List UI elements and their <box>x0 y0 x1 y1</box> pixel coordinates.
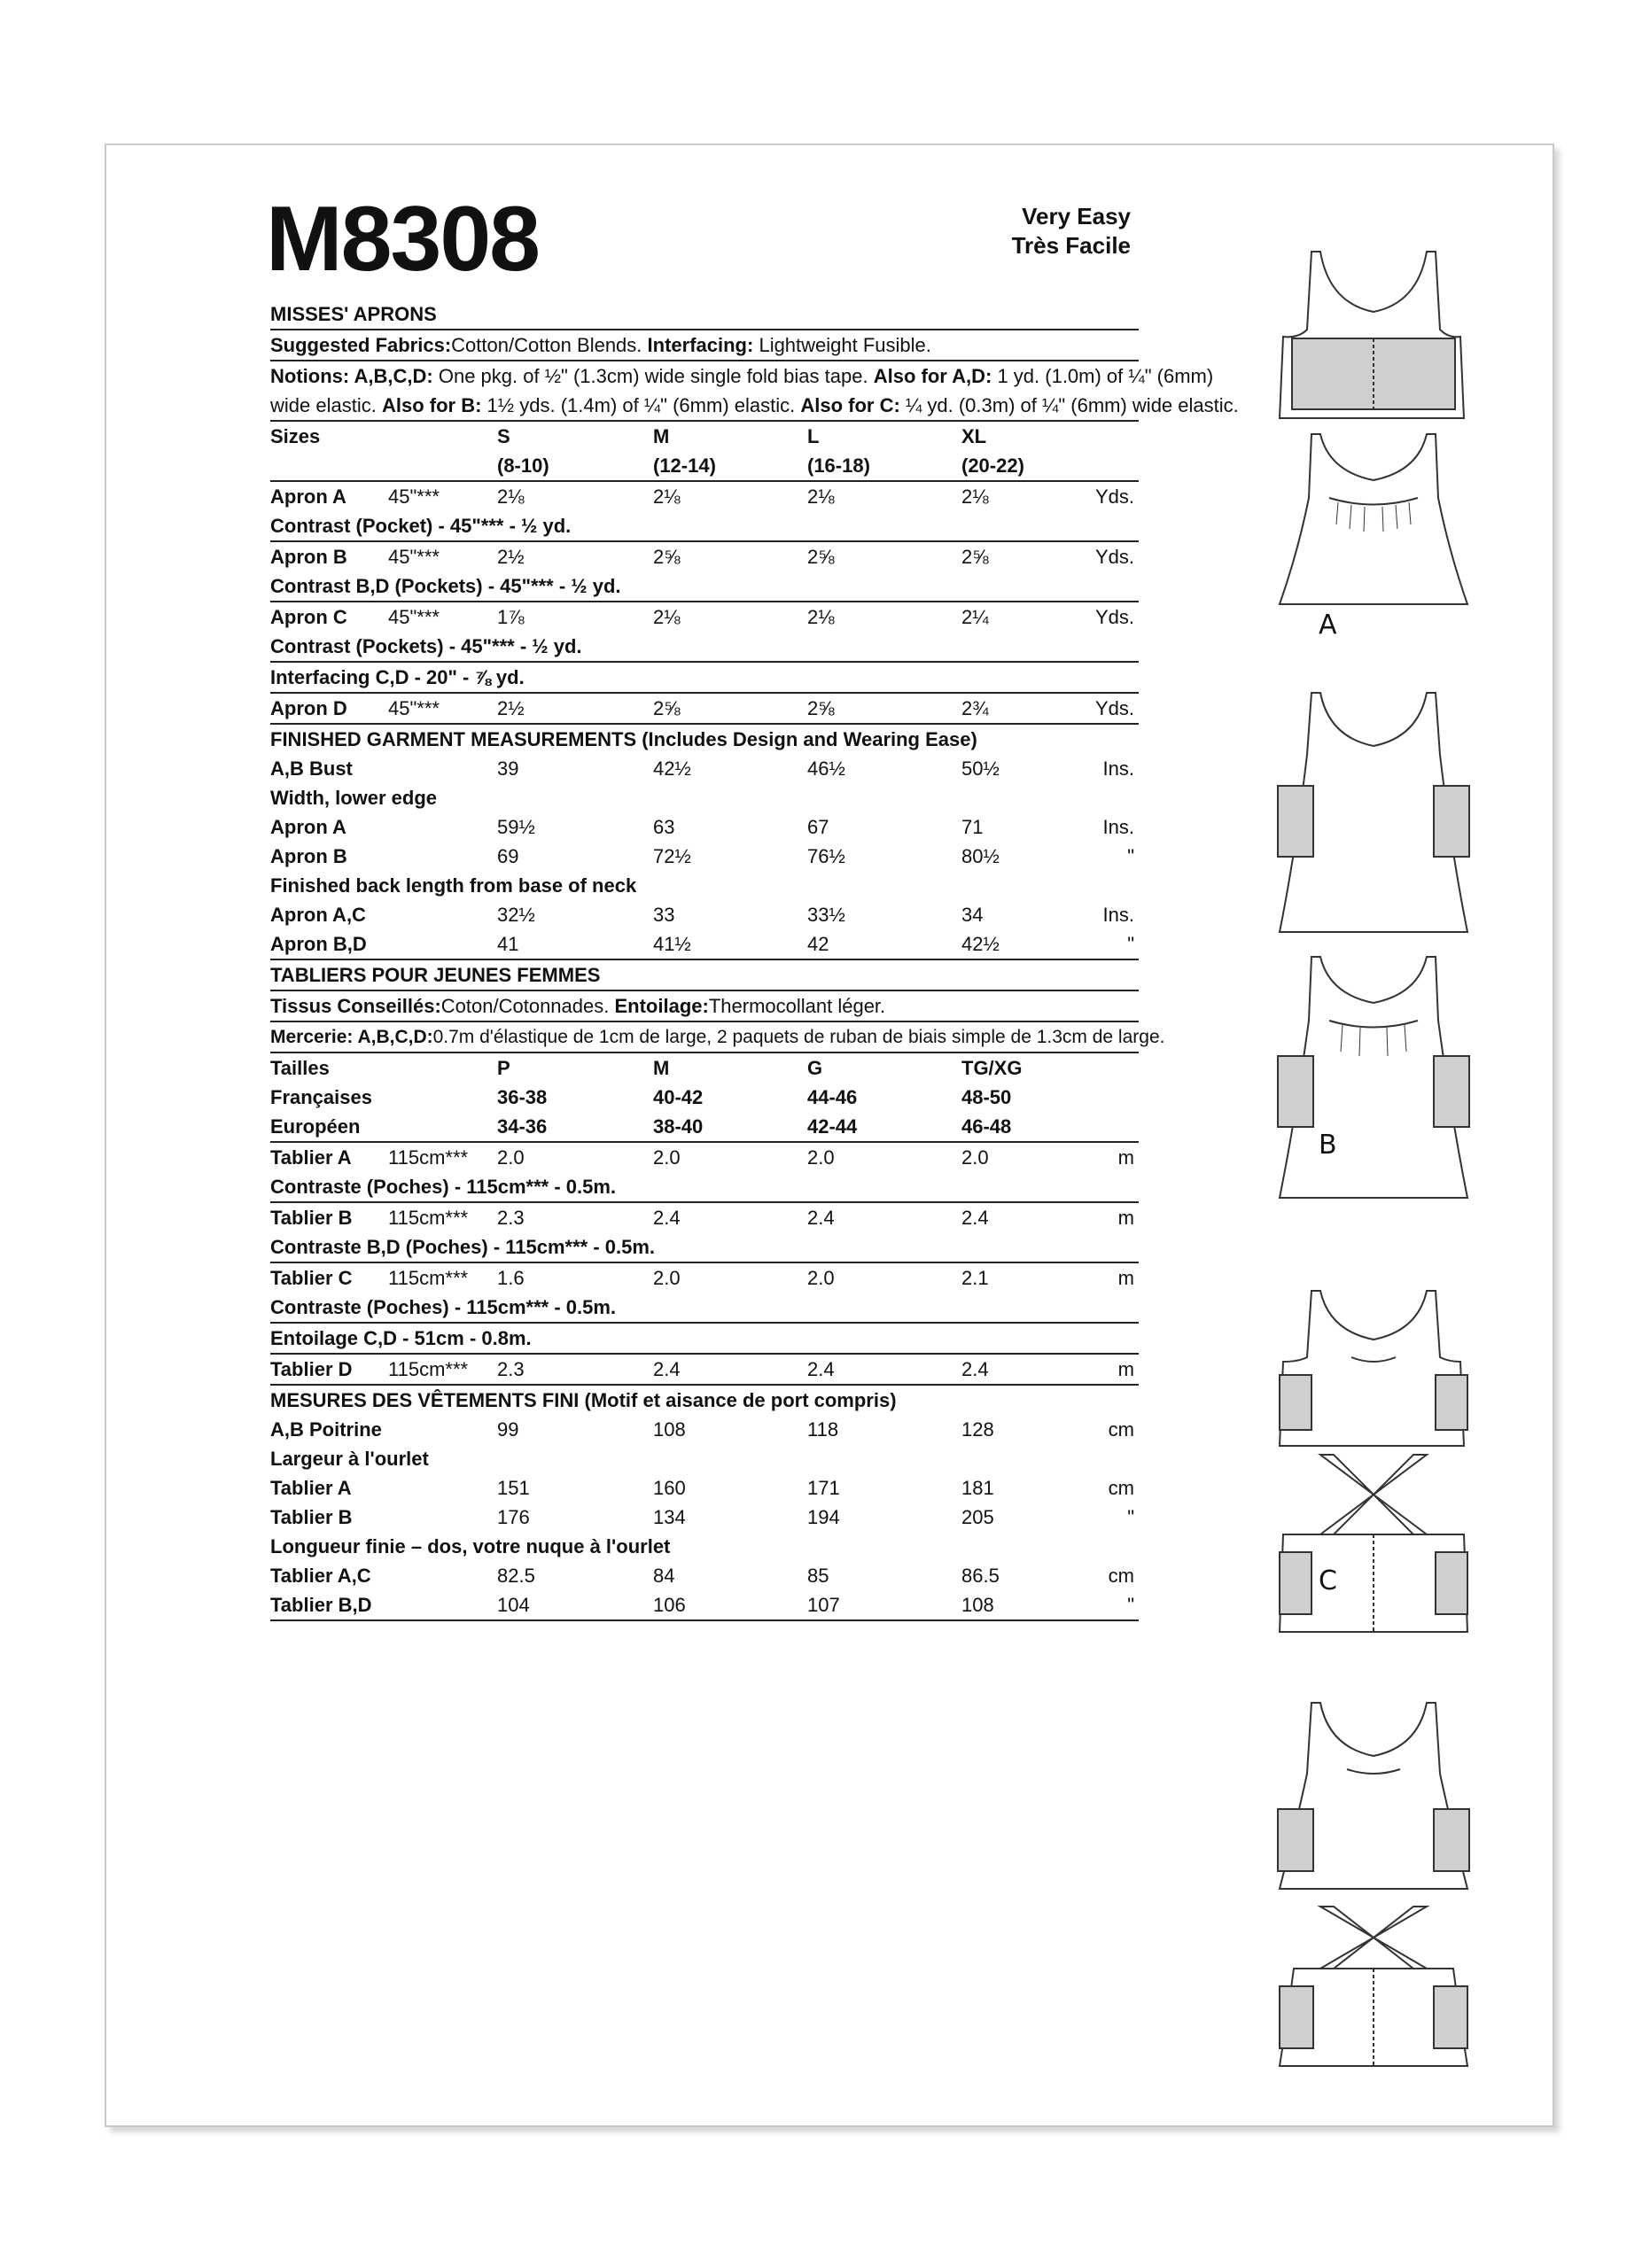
yardage-fr-note: Contraste (Poches) - 115cm*** - 0.5m. <box>270 1176 617 1198</box>
yardage-fr-note: Contraste (Poches) - 115cm*** - 0.5m. <box>270 1296 617 1318</box>
finished-fr-m: 84 <box>653 1565 675 1587</box>
notions-en-b-label: Also for B: <box>381 394 482 416</box>
finished-en-row <box>270 812 1139 842</box>
fr-size-1: 36-38 <box>497 1086 548 1108</box>
yardage-en-name: Apron C <box>270 606 347 628</box>
yardage-en-m: 2⅛ <box>653 485 681 508</box>
finished-en-l: 46½ <box>807 757 845 780</box>
size-fr-m: M <box>653 1057 670 1079</box>
finished-fr-name: Tablier B <box>270 1506 353 1528</box>
finished-fr-name: Tablier B,D <box>270 1594 372 1616</box>
yardage-fr-m: 2.4 <box>653 1207 681 1229</box>
sizes-europeen-row <box>270 1112 1139 1143</box>
yardage-fr-l: 2.4 <box>807 1358 835 1380</box>
yardage-en-xl: 2¼ <box>961 606 989 628</box>
sizes-en-row <box>270 422 1139 451</box>
finished-fr-row <box>270 1503 1139 1532</box>
finished-en-name: Width, lower edge <box>270 787 438 809</box>
apron-d-front <box>1278 1703 1469 1889</box>
finished-fr-m: 134 <box>653 1506 686 1528</box>
yardage-fr-unit: m <box>1117 1207 1134 1229</box>
eu-size-1: 34-36 <box>497 1115 548 1138</box>
view-letter-a: A <box>1319 610 1337 641</box>
yardage-fr-row <box>270 1324 1139 1355</box>
finished-fr-name: Tablier A,C <box>270 1565 371 1587</box>
finished-fr-m: 108 <box>653 1418 686 1441</box>
yardage-en-unit: Yds. <box>1094 546 1134 568</box>
finished-fr-unit: " <box>1127 1506 1134 1528</box>
yardage-en-note: Contrast (Pocket) - 45"*** - ½ yd. <box>270 515 572 537</box>
finished-fr-name: Tablier A <box>270 1477 352 1499</box>
finished-en-l: 67 <box>807 816 829 838</box>
yardage-fr-xl: 2.0 <box>961 1146 989 1169</box>
finished-fr-unit: cm <box>1108 1477 1134 1499</box>
yardage-en-width: 45"*** <box>388 697 440 719</box>
apron-b-front <box>1278 693 1469 932</box>
notions-en-ad: 1 yd. (1.0m) of ¼" (6mm) <box>997 365 1214 387</box>
finished-fr-row <box>270 1561 1139 1590</box>
finished-en-row <box>270 929 1139 960</box>
yardage-fr-xl: 2.1 <box>961 1267 989 1289</box>
finished-fr-s: 99 <box>497 1418 519 1441</box>
yardage-fr-m: 2.0 <box>653 1146 681 1169</box>
finished-fr-s: 176 <box>497 1506 530 1528</box>
sizes-en-label: Sizes <box>270 425 321 447</box>
finished-en-s: 41 <box>497 933 519 955</box>
section-title-en <box>270 299 1139 330</box>
finished-en-l: 76½ <box>807 845 845 867</box>
fr-size-4: 48-50 <box>961 1086 1012 1108</box>
yardage-fr-note-row <box>270 1293 1139 1324</box>
yardage-en-unit: Yds. <box>1094 485 1134 508</box>
finished-fr-row <box>270 1444 1139 1473</box>
yardage-en-row <box>270 663 1139 694</box>
yardage-en-m: 2⅝ <box>653 697 681 719</box>
finished-en-unit: Ins. <box>1102 816 1134 838</box>
finished-en-unit: " <box>1127 933 1134 955</box>
finished-en-m: 42½ <box>653 757 691 780</box>
yardage-en-name: Apron D <box>270 697 347 719</box>
finished-en-s: 69 <box>497 845 519 867</box>
yardage-fr-row <box>270 1263 1139 1293</box>
eu-size-2: 38-40 <box>653 1115 704 1138</box>
apron-d-back <box>1280 1907 1467 2066</box>
yardage-fr-unit: m <box>1117 1267 1134 1289</box>
yardage-en-width: 45"*** <box>388 606 440 628</box>
finished-en-rows <box>270 754 1139 960</box>
yardage-fr-width: 115cm*** <box>388 1207 469 1229</box>
finished-en-name: A,B Bust <box>270 757 353 780</box>
finished-en-m: 41½ <box>653 933 691 955</box>
yardage-fr-s: 1.6 <box>497 1267 525 1289</box>
finished-en-xl: 80½ <box>961 845 1000 867</box>
fabrics-fr <box>270 991 885 1021</box>
francaises-label: Françaises <box>270 1086 372 1108</box>
finished-en-unit: Ins. <box>1102 757 1134 780</box>
finished-fr-row <box>270 1590 1139 1621</box>
yardage-en-row <box>270 542 1139 571</box>
finished-fr-l: 118 <box>807 1418 839 1441</box>
yardage-en-note-row <box>270 571 1139 602</box>
yardage-fr <box>270 1143 1139 1386</box>
interfacing-fr-label: Entoilage: <box>614 995 709 1017</box>
eu-size-4: 46-48 <box>961 1115 1012 1138</box>
yardage-fr-l: 2.0 <box>807 1267 835 1289</box>
finished-en-row <box>270 783 1139 812</box>
finished-en-s: 32½ <box>497 904 535 926</box>
finished-en-name: Apron A,C <box>270 904 366 926</box>
finished-fr-unit: cm <box>1108 1418 1134 1441</box>
yardage-en-width: 45"*** <box>388 485 440 508</box>
pattern-number: M8308 <box>266 188 539 291</box>
apron-a-gathered <box>1280 434 1467 604</box>
notions-fr <box>270 1022 1164 1052</box>
interfacing-fr-text: Thermocollant léger. <box>708 995 886 1017</box>
yardage-fr-width: 115cm*** <box>388 1358 469 1380</box>
yardage-fr-s: 2.0 <box>497 1146 525 1169</box>
apron-c-back <box>1280 1455 1467 1632</box>
yardage-fr-row <box>270 1203 1139 1232</box>
yardage-en-unit: Yds. <box>1094 697 1134 719</box>
europeen-label: Européen <box>270 1115 361 1138</box>
finished-en-row <box>270 842 1139 871</box>
finished-en-xl: 34 <box>961 904 984 926</box>
fabrics-fr-text: Coton/Cotonnades. <box>440 995 610 1017</box>
notions-fr-text: 0.7m d'élastique de 1cm de large, 2 paquets de ruban de biais simple de 1.3cm de large. <box>432 1027 1165 1047</box>
yardage-en-m: 2⅝ <box>653 546 681 568</box>
apron-b-gathered <box>1278 957 1469 1198</box>
size-g: G <box>807 1057 823 1079</box>
size-m-range: (12-14) <box>653 454 716 477</box>
finished-fr-s: 151 <box>497 1477 530 1499</box>
fabrics-en-text: Cotton/Cotton Blends. <box>451 334 642 356</box>
yardage-en-note-row <box>270 511 1139 542</box>
yardage-en-note-row <box>270 632 1139 663</box>
interfacing-en-text: Lightweight Fusible. <box>759 334 931 356</box>
yardage-en-xl: 2¾ <box>961 697 989 719</box>
notions-en-label: Notions: A,B,C,D: <box>270 365 433 387</box>
yardage-fr-l: 2.0 <box>807 1146 835 1169</box>
sizes-en-range-row <box>270 451 1139 482</box>
finished-en-name: Apron B,D <box>270 933 367 955</box>
finished-fr-xl: 128 <box>961 1418 994 1441</box>
finished-fr-l: 85 <box>807 1565 829 1587</box>
finished-en-xl: 71 <box>961 816 984 838</box>
yardage-fr-xl: 2.4 <box>961 1358 989 1380</box>
fabrics-en-label: Suggested Fabrics: <box>270 334 452 356</box>
sizes-fr-row <box>270 1053 1139 1083</box>
title-en: MISSES' APRONS <box>270 303 437 325</box>
yardage-en-s: 2½ <box>497 697 525 719</box>
fr-size-2: 40-42 <box>653 1086 704 1108</box>
size-p: P <box>497 1057 510 1079</box>
finished-en-name: Apron B <box>270 845 347 867</box>
finished-fr-xl: 86.5 <box>961 1565 1000 1587</box>
yardage-en-name: Apron B <box>270 546 347 568</box>
yardage-en-row <box>270 694 1139 725</box>
yardage-fr-width: 115cm*** <box>388 1146 469 1169</box>
yardage-fr-note: Contraste B,D (Poches) - 115cm*** - 0.5m. <box>270 1236 656 1258</box>
size-l-range: (16-18) <box>807 454 870 477</box>
yardage-fr-m: 2.0 <box>653 1267 681 1289</box>
finished-fr-xl: 181 <box>961 1477 994 1499</box>
size-tgxg: TG/XG <box>961 1057 1023 1079</box>
finished-en-heading <box>270 725 1139 754</box>
yardage-en-l: 2⅝ <box>807 546 835 568</box>
size-s-range: (8-10) <box>497 454 549 477</box>
finished-fr-heading <box>270 1386 1139 1415</box>
view-letter-c: C <box>1319 1565 1337 1596</box>
yardage-fr-unit: m <box>1117 1146 1134 1169</box>
section-title-fr <box>270 960 1139 991</box>
finished-en-name: Apron A <box>270 816 346 838</box>
finished-fr-row <box>270 1532 1139 1561</box>
finished-fr-name: Largeur à l'ourlet <box>270 1448 429 1470</box>
difficulty-fr: Très Facile <box>1011 232 1131 259</box>
finished-fr-l: 107 <box>807 1594 840 1616</box>
notions-en <box>270 361 1239 420</box>
yardage-en <box>270 482 1139 725</box>
yardage-en-s: 2½ <box>497 546 525 568</box>
finished-fr-row <box>270 1473 1139 1503</box>
finished-fr-xl: 205 <box>961 1506 994 1528</box>
pattern-info-table <box>270 299 1239 1621</box>
yardage-en-xl: 2⅛ <box>961 485 989 508</box>
finished-fr-m: 106 <box>653 1594 686 1616</box>
yardage-en-row <box>270 602 1139 632</box>
fabrics-fr-row <box>270 991 1139 1022</box>
finished-fr-rows <box>270 1415 1139 1621</box>
finished-en-row <box>270 871 1139 900</box>
finished-fr-name: Longueur finie – dos, votre nuque à l'ourlet <box>270 1535 671 1557</box>
size-xl: XL <box>961 425 987 447</box>
title-fr: TABLIERS POUR JEUNES FEMMES <box>270 964 601 986</box>
yardage-en-unit: Yds. <box>1094 606 1134 628</box>
finished-fr-s: 82.5 <box>497 1565 535 1587</box>
yardage-en-l: 2⅝ <box>807 697 835 719</box>
notions-en-row <box>270 361 1239 422</box>
yardage-fr-width: 115cm*** <box>388 1267 469 1289</box>
apron-a-front <box>1280 252 1464 418</box>
finished-fr-name: A,B Poitrine <box>270 1418 382 1441</box>
finished-fr-heading-text: MESURES DES VÊTEMENTS FINI (Motif et aisance de port compris) <box>270 1389 897 1411</box>
finished-en-xl: 42½ <box>961 933 1000 955</box>
notions-en-ad-label: Also for A,D: <box>873 365 992 387</box>
yardage-fr-l: 2.4 <box>807 1207 835 1229</box>
notions-en-text1: One pkg. of ½" (1.3cm) wide single fold bias tape. <box>438 365 868 387</box>
difficulty-label <box>975 202 1131 260</box>
finished-en-l: 42 <box>807 933 829 955</box>
size-xl-range: (20-22) <box>961 454 1024 477</box>
finished-fr-row <box>270 1415 1139 1444</box>
yardage-fr-s: 2.3 <box>497 1358 525 1380</box>
yardage-fr-row <box>270 1143 1139 1172</box>
yardage-fr-name: Tablier D <box>270 1358 353 1380</box>
fabrics-en <box>270 330 931 360</box>
yardage-en-note: Contrast (Pockets) - 45"*** - ½ yd. <box>270 635 582 657</box>
finished-fr-unit: cm <box>1108 1565 1134 1587</box>
yardage-fr-name: Tablier C <box>270 1267 353 1289</box>
finished-en-unit: " <box>1127 845 1134 867</box>
notions-fr-row <box>270 1022 1165 1053</box>
finished-en-l: 33½ <box>807 904 845 926</box>
finished-en-xl: 50½ <box>961 757 1000 780</box>
yardage-en-m: 2⅛ <box>653 606 681 628</box>
notions-en-b: 1½ yds. (1.4m) of ¼" (6mm) elastic. <box>486 394 796 416</box>
yardage-en-l: 2⅛ <box>807 606 835 628</box>
yardage-en-l: 2⅛ <box>807 485 835 508</box>
finished-fr-m: 160 <box>653 1477 686 1499</box>
notions-fr-label: Mercerie: A,B,C,D: <box>270 1027 433 1047</box>
notions-en-text2: wide elastic. <box>270 394 377 416</box>
finished-en-m: 33 <box>653 904 675 926</box>
view-letter-b: B <box>1319 1130 1337 1161</box>
yardage-en-width: 45"*** <box>388 546 440 568</box>
yardage-en-xl: 2⅝ <box>961 546 989 568</box>
yardage-fr-name: Entoilage C,D - 51cm - 0.8m. <box>270 1327 532 1349</box>
size-m: M <box>653 425 670 447</box>
finished-en-row <box>270 900 1139 929</box>
size-s: S <box>497 425 510 447</box>
finished-en-row <box>270 754 1139 783</box>
sizes-francaises-row <box>270 1083 1139 1112</box>
finished-fr-s: 104 <box>497 1594 530 1616</box>
finished-fr-unit: " <box>1127 1594 1134 1616</box>
interfacing-en-label: Interfacing: <box>647 334 754 356</box>
yardage-en-name: Interfacing C,D - 20" - ⅞ yd. <box>270 666 525 688</box>
sizes-fr-label: Tailles <box>270 1057 330 1079</box>
notions-en-c-label: Also for C: <box>800 394 900 416</box>
finished-en-m: 63 <box>653 816 675 838</box>
yardage-en-name: Apron A <box>270 485 346 508</box>
size-l: L <box>807 425 820 447</box>
finished-en-heading-text: FINISHED GARMENT MEASUREMENTS (Includes Design and Wearing Ease) <box>270 728 977 750</box>
finished-en-m: 72½ <box>653 845 691 867</box>
fabrics-fr-label: Tissus Conseillés: <box>270 995 441 1017</box>
apron-c-front <box>1280 1291 1467 1446</box>
yardage-fr-unit: m <box>1117 1358 1134 1380</box>
finished-en-s: 59½ <box>497 816 535 838</box>
yardage-en-s: 2⅛ <box>497 485 525 508</box>
difficulty-en: Very Easy <box>1022 203 1131 229</box>
fabrics-en-row <box>270 330 1139 361</box>
eu-size-3: 42-44 <box>807 1115 858 1138</box>
yardage-en-s: 1⅞ <box>497 606 525 628</box>
yardage-fr-xl: 2.4 <box>961 1207 989 1229</box>
yardage-fr-m: 2.4 <box>653 1358 681 1380</box>
yardage-fr-s: 2.3 <box>497 1207 525 1229</box>
finished-en-s: 39 <box>497 757 519 780</box>
yardage-fr-name: Tablier A <box>270 1146 352 1169</box>
yardage-fr-note-row <box>270 1172 1139 1203</box>
yardage-en-row <box>270 482 1139 511</box>
yardage-fr-note-row <box>270 1232 1139 1263</box>
notions-en-c: ¼ yd. (0.3m) of ¼" (6mm) wide elastic. <box>905 394 1239 416</box>
finished-en-name: Finished back length from base of neck <box>270 874 637 897</box>
finished-fr-l: 194 <box>807 1506 840 1528</box>
yardage-en-note: Contrast B,D (Pockets) - 45"*** - ½ yd. <box>270 575 621 597</box>
finished-fr-l: 171 <box>807 1477 840 1499</box>
fr-size-3: 44-46 <box>807 1086 858 1108</box>
finished-en-unit: Ins. <box>1102 904 1134 926</box>
apron-illustrations <box>1258 232 1489 2075</box>
yardage-fr-name: Tablier B <box>270 1207 353 1229</box>
yardage-fr-row <box>270 1355 1139 1386</box>
finished-fr-xl: 108 <box>961 1594 994 1616</box>
